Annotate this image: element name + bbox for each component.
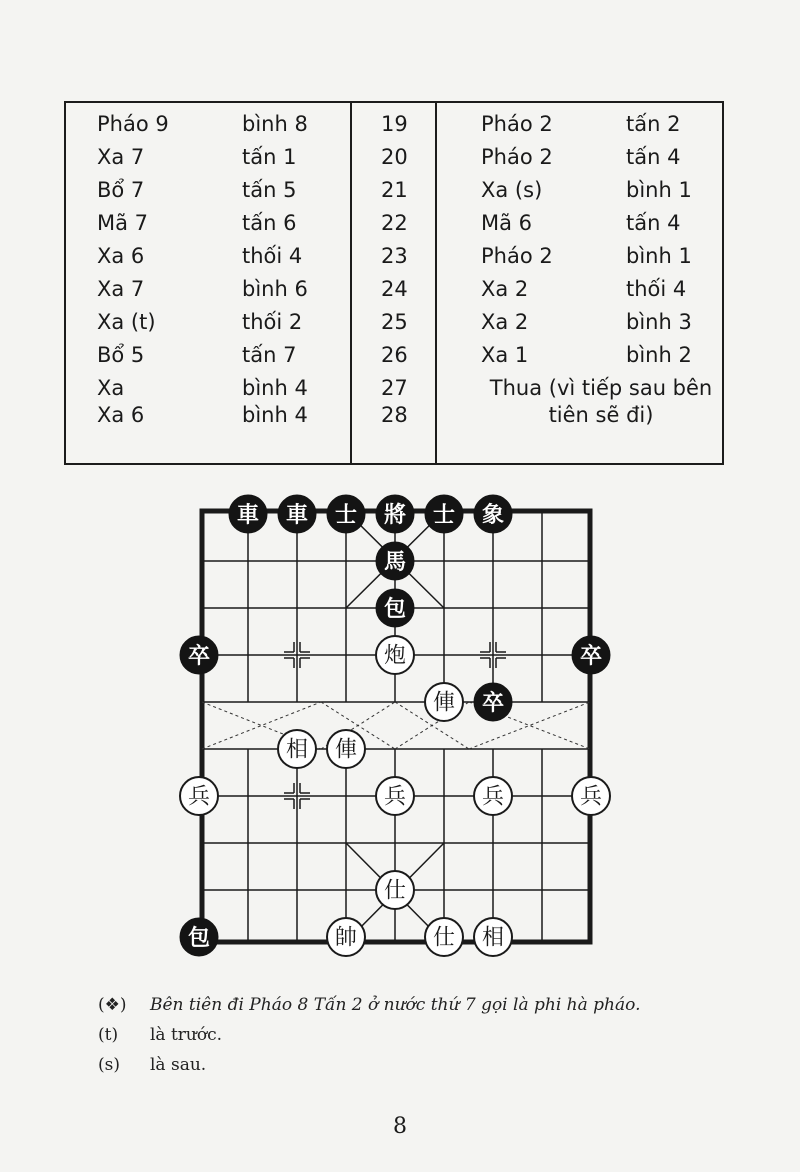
- footnote-key: (❖): [98, 995, 127, 1015]
- second-player-piece: Pháo 2: [481, 244, 553, 268]
- piece-label: 炮: [383, 643, 407, 669]
- first-player-piece: Pháo 9: [97, 112, 169, 136]
- first-player-piece: Xa 6: [97, 244, 145, 268]
- red-chariot-piece: [425, 683, 463, 721]
- red-soldier-piece: [180, 777, 218, 815]
- first-player-piece: Xa (t): [97, 310, 156, 334]
- piece-label: 兵: [383, 784, 407, 810]
- second-player-piece: Xa 1: [481, 343, 529, 367]
- red-chariot-piece: [327, 730, 365, 768]
- piece-label: 俥: [334, 737, 358, 763]
- piece-label: 馬: [383, 549, 407, 575]
- piece-label: 士: [334, 502, 358, 528]
- piece-label: 車: [236, 502, 260, 528]
- board-pieces: [180, 495, 610, 956]
- move-number: 28: [381, 403, 408, 427]
- piece-label: 俥: [432, 690, 456, 716]
- red-soldier-piece: [376, 777, 414, 815]
- final-result-line: Thua (vì tiếp sau bên: [489, 376, 713, 400]
- final-result-line: tiên sẽ đi): [548, 403, 654, 427]
- piece-label: 仕: [432, 925, 456, 951]
- black-soldier-piece: [474, 683, 512, 721]
- second-player-piece: Mã 6: [481, 211, 533, 235]
- second-player-piece: Xa 2: [481, 277, 529, 301]
- piece-label: 卒: [481, 690, 505, 716]
- second-player-piece: Pháo 2: [481, 112, 553, 136]
- black-chariot-piece: [229, 495, 267, 533]
- red-elephant-piece: [278, 730, 316, 768]
- footnote: [98, 1025, 222, 1045]
- red-elephant-piece: [474, 918, 512, 956]
- move-number: 25: [381, 310, 408, 334]
- black-soldier-piece: [180, 636, 218, 674]
- first-player-action: tấn 5: [242, 178, 297, 202]
- piece-label: 將: [383, 502, 407, 528]
- first-player-piece: Xa 6: [97, 403, 145, 427]
- piece-label: 包: [187, 925, 211, 951]
- second-player-action: bình 3: [626, 310, 692, 334]
- red-cannon-piece: [376, 636, 414, 674]
- footnote-text: Bên tiên đi Pháo 8 Tấn 2 ở nước thứ 7 gọi là phi hà pháo.: [150, 995, 641, 1015]
- piece-label: 士: [432, 502, 456, 528]
- piece-label: 兵: [481, 784, 505, 810]
- second-player-action: bình 1: [626, 244, 692, 268]
- second-player-action: tấn 2: [626, 112, 681, 136]
- black-cannon-piece: [180, 918, 218, 956]
- move-number: 19: [381, 112, 408, 136]
- footnote-text: là trước.: [150, 1025, 223, 1045]
- first-player-piece: Xa: [97, 376, 125, 400]
- first-player-piece: Bổ 5: [97, 343, 145, 367]
- first-player-action: tấn 6: [242, 211, 297, 235]
- black-horse-piece: [376, 542, 414, 580]
- move-number: 23: [381, 244, 408, 268]
- black-soldier-piece: [572, 636, 610, 674]
- first-player-action: tấn 7: [242, 343, 297, 367]
- move-number: 26: [381, 343, 408, 367]
- red-advisor-piece: [376, 871, 414, 909]
- footnote: [98, 995, 640, 1015]
- red-advisor-piece: [425, 918, 463, 956]
- piece-label: 相: [481, 925, 505, 951]
- red-general-piece: [327, 918, 365, 956]
- piece-label: 仕: [383, 878, 407, 904]
- page-number: 8: [393, 1114, 407, 1139]
- first-player-action: thối 2: [242, 310, 303, 334]
- black-advisor-piece: [327, 495, 365, 533]
- black-elephant-piece: [474, 495, 512, 533]
- second-player-action: tấn 4: [626, 145, 681, 169]
- first-player-action: bình 4: [242, 403, 308, 427]
- red-soldier-piece: [474, 777, 512, 815]
- first-player-action: bình 6: [242, 277, 308, 301]
- move-number: 20: [381, 145, 408, 169]
- black-cannon-piece: [376, 589, 414, 627]
- move-number: 22: [381, 211, 408, 235]
- piece-label: 兵: [579, 784, 603, 810]
- footnote-text: là sau.: [150, 1055, 207, 1075]
- piece-label: 象: [481, 502, 505, 528]
- footnote-key: (t): [98, 1025, 119, 1045]
- first-player-piece: Mã 7: [97, 211, 149, 235]
- second-player-action: tấn 4: [626, 211, 681, 235]
- second-player-action: bình 2: [626, 343, 692, 367]
- first-player-action: thối 4: [242, 244, 303, 268]
- second-player-piece: Pháo 2: [481, 145, 553, 169]
- first-player-action: tấn 1: [242, 145, 297, 169]
- move-number: 27: [381, 376, 408, 400]
- first-player-action: bình 4: [242, 376, 308, 400]
- footnote-key: (s): [98, 1055, 120, 1075]
- black-advisor-piece: [425, 495, 463, 533]
- piece-label: 車: [285, 502, 309, 528]
- move-number: 21: [381, 178, 408, 202]
- second-player-action: thối 4: [626, 277, 687, 301]
- piece-label: 卒: [579, 643, 603, 669]
- footnote: [98, 1055, 206, 1075]
- piece-label: 包: [383, 596, 407, 622]
- second-player-action: bình 1: [626, 178, 692, 202]
- piece-label: 兵: [187, 784, 211, 810]
- piece-label: 帥: [334, 925, 358, 951]
- red-soldier-piece: [572, 777, 610, 815]
- black-general-piece: [376, 495, 414, 533]
- black-chariot-piece: [278, 495, 316, 533]
- first-player-piece: Bổ 7: [97, 178, 145, 202]
- second-player-piece: Xa 2: [481, 310, 529, 334]
- move-number: 24: [381, 277, 408, 301]
- first-player-action: bình 8: [242, 112, 308, 136]
- first-player-piece: Xa 7: [97, 145, 145, 169]
- first-player-piece: Xa 7: [97, 277, 145, 301]
- piece-label: 相: [285, 737, 309, 763]
- piece-label: 卒: [187, 643, 211, 669]
- second-player-piece: Xa (s): [481, 178, 543, 202]
